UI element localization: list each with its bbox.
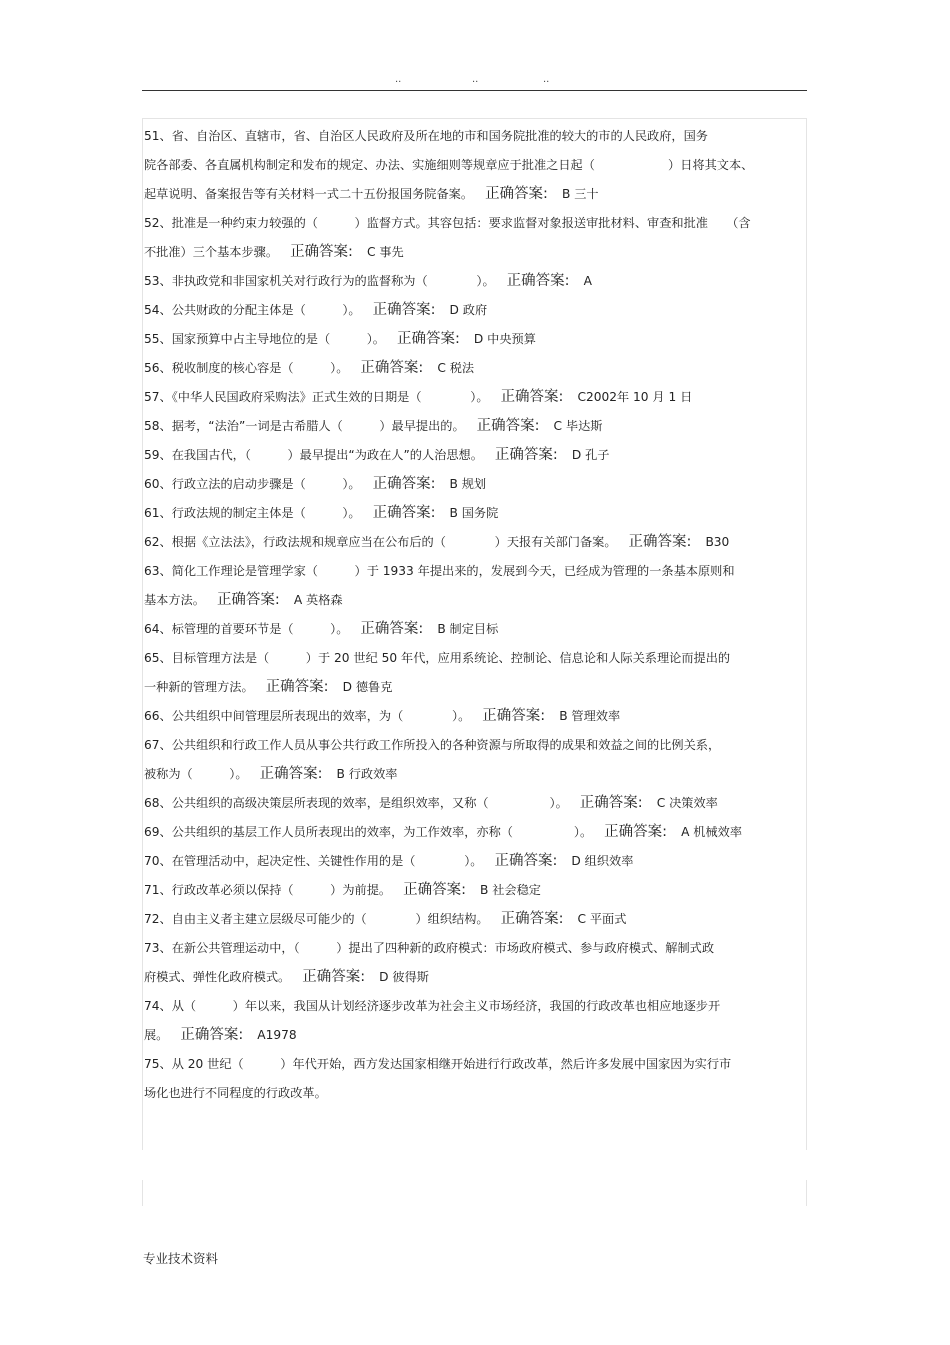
question-line [144, 673, 806, 702]
answer-value: A1978 [257, 1028, 297, 1042]
answer-label: 正确答案: [628, 534, 692, 550]
question-line [144, 760, 806, 789]
question-text: 62、根据《立法法》，行政法规和规章应当在公布后的（ ）天报有关部门备案。 [144, 535, 617, 549]
question-line [144, 1021, 806, 1050]
answer-value: C 税法 [437, 361, 475, 375]
question-line [144, 412, 806, 441]
question-text: 64、标管理的首要环节是（ ）。 [144, 622, 349, 636]
question-text: 基本方法。 [144, 593, 205, 607]
answer-label: 正确答案: [259, 766, 323, 782]
answer-value: B 三十 [561, 187, 599, 201]
answer-label: 正确答案: [302, 969, 366, 985]
question-line [144, 470, 806, 499]
question-line [144, 151, 806, 180]
answer-value: C 事先 [366, 245, 404, 259]
answer-value: B 社会稳定 [479, 883, 541, 897]
answer-label: 正确答案: [290, 244, 353, 260]
question-line [144, 847, 806, 876]
question-line [144, 296, 806, 325]
question-line [144, 383, 806, 412]
question-line [144, 905, 806, 934]
answer-label: 正确答案: [500, 911, 564, 927]
question-text: 65、目标管理方法是（ ）于 20 世纪 50 年代，应用系统论、控制论、信息论和人际关系理论而提出的 [144, 651, 731, 665]
question-text: 73、在新公共管理运动中，（ ）提出了四种新的政府模式：市场政府模式、参与政府模式、解制式政 [144, 941, 715, 955]
question-text: 75、从 20 世纪（ ）年代开始，西方发达国家相继开始进行行政改革，然后许多发展中国家因为实行市 [144, 1057, 732, 1071]
question-line [144, 441, 806, 470]
answer-value: B 管理效率 [559, 709, 621, 723]
header-rule [142, 90, 807, 91]
question-line [144, 238, 806, 267]
question-text: 67、公共组织和行政工作人员从事公共行政工作所投入的各种资源与所取得的成果和效益之间的比例关系， [144, 738, 721, 752]
question-line [144, 644, 806, 673]
question-line [144, 992, 806, 1021]
question-text: 56、税收制度的核心容是（ ）。 [144, 361, 349, 375]
answer-label: 正确答案: [482, 708, 546, 724]
content-frame-left [142, 118, 143, 1150]
question-text: 69、公共组织的基层工作人员所表现出的效率，为工作效率，亦称（ ）。 [144, 825, 593, 839]
answer-label: 正确答案: [360, 621, 424, 637]
question-text: 74、从（ ）年以来，我国从计划经济逐步改革为社会主义市场经济，我国的行政改革也相应地逐步开 [144, 999, 721, 1013]
answer-value: B 行政效率 [336, 767, 398, 781]
answer-value: B 国务院 [449, 506, 499, 520]
answer-value: A 英格森 [293, 593, 343, 607]
answer-value: C 决策效率 [656, 796, 718, 810]
question-line [144, 876, 806, 905]
question-text: 54、公共财政的分配主体是（ ）。 [144, 303, 361, 317]
answer-value: B 制定目标 [437, 622, 499, 636]
answer-label: 正确答案: [372, 476, 436, 492]
header-dot: .. [395, 74, 402, 85]
question-line [144, 528, 806, 557]
question-text: 71、行政改革必须以保持（ ）为前提。 [144, 883, 392, 897]
answer-value: D 德鲁克 [342, 680, 393, 694]
question-line [144, 122, 806, 151]
answer-label: 正确答案: [506, 273, 570, 289]
answer-label: 正确答案: [579, 795, 643, 811]
content-frame-top [142, 118, 807, 119]
question-line [144, 934, 806, 963]
question-text: 场化也进行不同程度的行政改革。 [144, 1086, 327, 1100]
answer-value: A 机械效率 [681, 825, 743, 839]
content-frame-right [806, 118, 807, 1150]
question-text: 59、在我国古代，（ ）最早提出“为政在人”的人治思想。 [144, 448, 483, 462]
question-text: 63、简化工作理论是管理学家（ ）于 1933 年提出来的，发展到今天，已经成为管理的一条基本原则和 [144, 564, 735, 578]
question-line [144, 354, 806, 383]
question-line [144, 1079, 806, 1108]
question-line [144, 702, 806, 731]
question-line [144, 180, 806, 209]
answer-value: B 规划 [449, 477, 487, 491]
answer-label: 正确答案: [372, 505, 436, 521]
answer-label: 正确答案: [396, 331, 460, 347]
answer-label: 正确答案: [372, 302, 436, 318]
content-frame-right-lower [806, 1180, 807, 1206]
question-text: 52、批准是一种约束力较强的（ ）监督方式。其容包括：要求监督对象报送审批材料、审查和批准 （含 [144, 216, 751, 230]
question-text: 55、国家预算中占主导地位的是（ ）。 [144, 332, 385, 346]
question-line [144, 789, 806, 818]
question-line [144, 557, 806, 586]
answer-label: 正确答案: [494, 447, 558, 463]
question-text: 68、公共组织的高级决策层所表现的效率，是组织效率，又称（ ）。 [144, 796, 568, 810]
question-text: 一种新的管理方法。 [144, 680, 254, 694]
question-text: 53、非执政党和非国家机关对行政行为的监督称为（ ）。 [144, 274, 495, 288]
answer-value: D 组织效率 [571, 854, 634, 868]
question-text: 72、自由主义者主建立层级尽可能少的（ ）组织结构。 [144, 912, 489, 926]
question-line [144, 325, 806, 354]
question-text: 58、据考，“法治”一词是古希腊人（ ）最早提出的。 [144, 419, 465, 433]
answer-label: 正确答案: [485, 186, 548, 202]
question-text: 51、省、自治区、直辖市，省、自治区人民政府及所在地的市和国务院批准的较大的市的人民政府，国务 [144, 129, 708, 143]
question-text: 不批准）三个基本步骤。 [144, 245, 279, 259]
content-frame-left-lower [142, 1180, 143, 1206]
answer-value: D 政府 [449, 303, 488, 317]
answer-label: 正确答案: [500, 389, 564, 405]
answer-label: 正确答案: [216, 592, 280, 608]
question-list [144, 122, 806, 1108]
answer-value: C 平面式 [577, 912, 627, 926]
answer-value: A [583, 274, 592, 288]
question-line [144, 209, 806, 238]
question-text: 60、行政立法的启动步骤是（ ）。 [144, 477, 361, 491]
question-line [144, 586, 806, 615]
answer-value: D 孔子 [571, 448, 610, 462]
answer-label: 正确答案: [265, 679, 329, 695]
question-text: 展。 [144, 1028, 169, 1042]
answer-value: C 毕达斯 [553, 419, 603, 433]
answer-label: 正确答案: [494, 853, 558, 869]
page-footer: 专业技术资料 [143, 1251, 219, 1266]
question-line [144, 1050, 806, 1079]
question-line [144, 963, 806, 992]
question-text: 院各部委、各直属机构制定和发布的规定、办法、实施细则等规章应于批准之日起（ ）日将其文本、 [144, 158, 754, 172]
header-dot: .. [543, 74, 550, 85]
question-text: 起草说明、备案报告等有关材料一式二十五份报国务院备案。 [144, 187, 474, 201]
answer-label: 正确答案: [476, 418, 540, 434]
answer-label: 正确答案: [604, 824, 668, 840]
question-line [144, 615, 806, 644]
question-line [144, 818, 806, 847]
answer-value: D 彼得斯 [379, 970, 429, 984]
question-line [144, 731, 806, 760]
question-text: 57、《中华人民国政府采购法》正式生效的日期是（ ）。 [144, 390, 489, 404]
answer-label: 正确答案: [360, 360, 424, 376]
answer-value: C2002年 10 月 1 日 [577, 390, 693, 404]
answer-label: 正确答案: [403, 882, 466, 898]
answer-value: B30 [705, 535, 730, 549]
question-line [144, 499, 806, 528]
answer-value: D 中央预算 [473, 332, 536, 346]
header-dot: .. [472, 74, 479, 85]
question-text: 61、行政法规的制定主体是（ ）。 [144, 506, 361, 520]
question-line [144, 267, 806, 296]
question-text: 66、公共组织中间管理层所表现出的效率，为（ ）。 [144, 709, 471, 723]
question-text: 府模式、弹性化政府模式。 [144, 970, 291, 984]
question-text: 被称为（ ）。 [144, 767, 248, 781]
question-text: 70、在管理活动中，起决定性、关键性作用的是（ ）。 [144, 854, 483, 868]
answer-label: 正确答案: [180, 1027, 244, 1043]
